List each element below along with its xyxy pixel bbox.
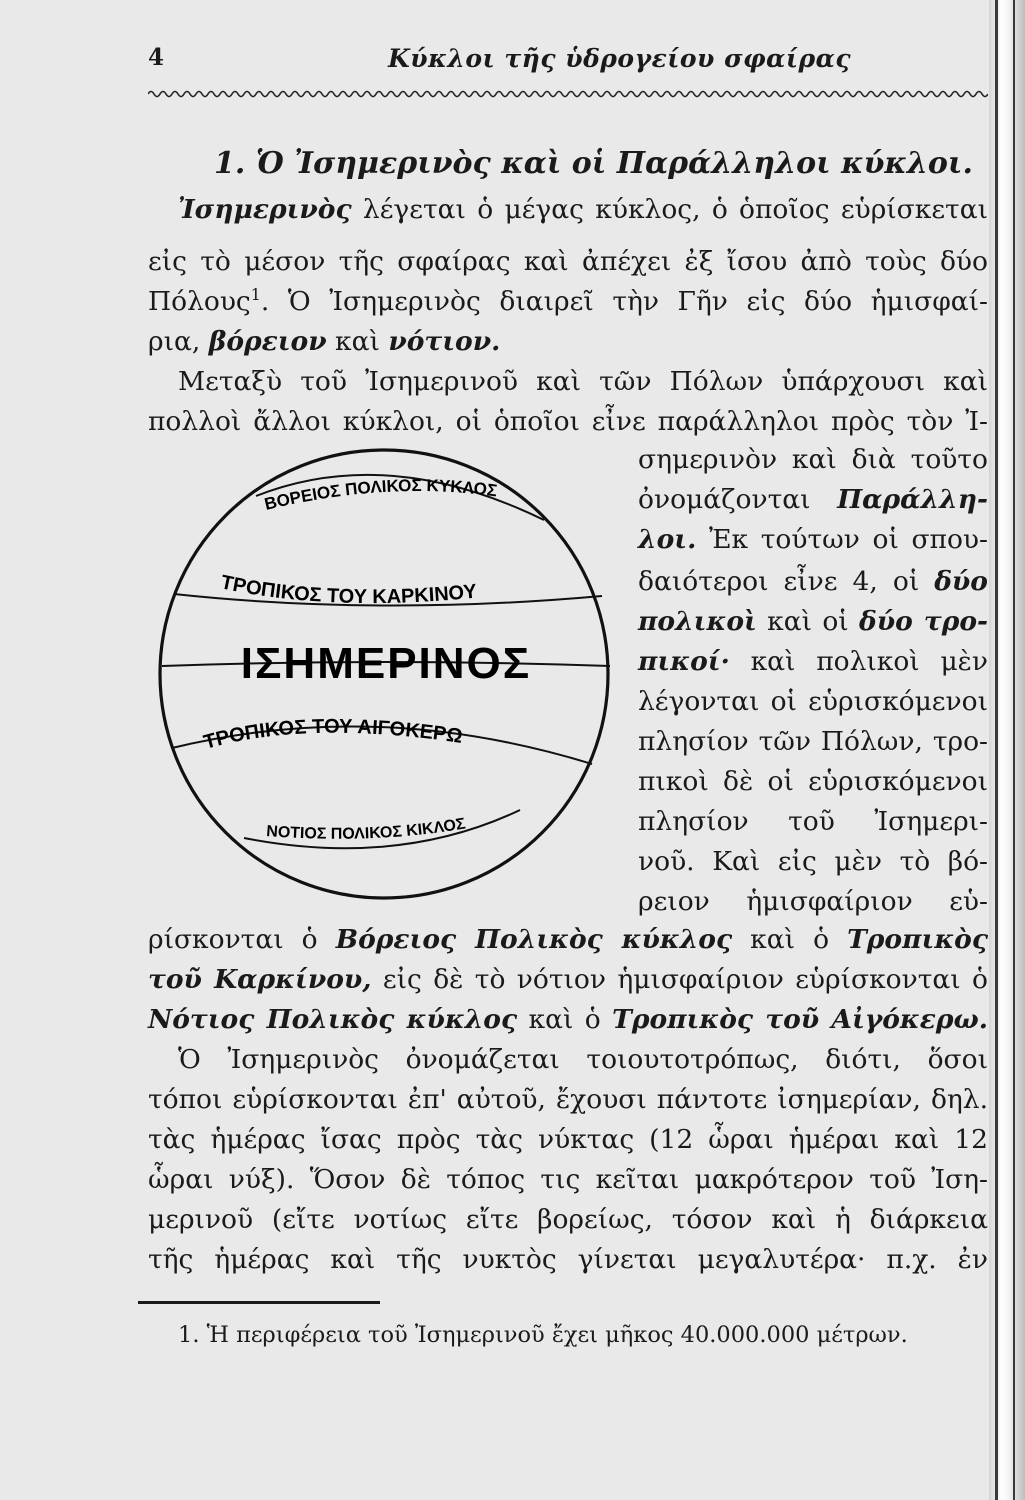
text-line: [638, 480, 988, 520]
term-north: βόρειον: [208, 326, 327, 357]
text-line: Μεταξὺ τοῦ Ἰσημερινοῦ καὶ τῶν Πόλων ὑπάρχουσι καὶ: [178, 366, 988, 397]
text-line: τῆς ἡμέρας καὶ τῆς νυκτὸς γίνεται μεγαλυτέρα· π.χ. ἐν: [148, 1244, 988, 1275]
text-line: πικοὶ δὲ οἱ εὑρισκόμενοι: [638, 766, 988, 797]
text-line: [148, 322, 988, 362]
text-span: καὶ οἱ: [756, 606, 860, 637]
text-span: δαιότεροι εἶνε 4, οἱ: [638, 566, 935, 597]
running-title: Κύκλοι τῆς ὑδρογείου σφαίρας: [388, 44, 852, 73]
text-span: . Ὁ Ἰσημερινὸς διαιρεῖ τὴν Γῆν εἰς δύο ἡμισφαί-: [260, 286, 988, 317]
text-line: τὰς ἡμέρας ἴσας πρὸς τὰς νύκτας (12 ὧραι ἡμέραι καὶ 12: [148, 1124, 988, 1155]
south-polar-label: ΝΟΤΙΟΣ ΠΟΛΙΚΟΣ ΚΙΚΛΟΣ: [265, 815, 467, 843]
text-span: εἰς δὲ τὸ νότιον ἡμισφαίριον εὑρίσκονται ὁ: [371, 964, 988, 995]
text-line: πλησίον τοῦ Ἰσημερι-: [638, 806, 988, 837]
text-line: [638, 602, 988, 642]
text-span: ρίσκονται ὁ: [148, 924, 336, 955]
term-south: νότιον.: [388, 326, 501, 357]
term-polar: πολικοὶ: [638, 606, 757, 637]
north-polar-label: ΒΟΡΕΙΟΣ ΠΟΛΙΚΟΣ ΚΥΚΛΟΣ: [262, 476, 499, 514]
text-line: [148, 1000, 988, 1040]
text-span: καὶ ὁ: [732, 924, 848, 955]
text-line: εἰς τὸ μέσον τῆς σφαίρας καὶ ἀπέχει ἐξ ἴσου ἀπὸ τοὺς δύο: [148, 246, 988, 277]
text-line: [148, 282, 988, 322]
tropic-of-cancer-label: ΤΡΟΠΙΚΟΣ ΤΟΥ ΚΑΡΚΙΝΟΥ: [218, 571, 478, 609]
wavy-divider: [148, 88, 988, 100]
binding-line: [1013, 0, 1015, 1500]
term-tropic: Τροπικὸς: [847, 924, 988, 955]
term-north-polar: Βόρειος Πολικὸς κύκλος: [335, 924, 733, 955]
page-header: [148, 44, 988, 84]
text-span: λέγεται ὁ μέγας κύκλος, ὁ ὁποῖος εὑρίσκεται: [351, 194, 988, 225]
text-line: πολλοὶ ἄλλοι κύκλοι, οἱ ὁποῖοι εἶνε παράλληλοι πρὸς τὸν Ἰ-: [148, 406, 988, 437]
term-tropical: πικοί·: [638, 646, 730, 677]
text-line: λέγονται οἱ εὑρισκόμενοι: [638, 686, 988, 717]
term-capricorn: Τροπικὸς τοῦ Αἰγόκερω.: [612, 1004, 988, 1035]
footnote-ref: 1: [250, 285, 261, 305]
text-line: ρειον ἡμισφαίριον εὑ-: [638, 886, 988, 917]
binding-line: [995, 0, 998, 1500]
page-binding-edge: [989, 0, 1025, 1500]
term-cancer: τοῦ Καρκίνου,: [148, 964, 372, 995]
term-two-tropics: δύο τρο-: [859, 606, 989, 637]
text-line: νοῦ. Καὶ εἰς μὲν τὸ βό-: [638, 846, 988, 877]
text-line: [178, 190, 988, 230]
text-span: καὶ ὁ: [517, 1004, 613, 1035]
text-line: Ὁ Ἰσημερινὸς ὀνομάζεται τοιουτοτρόπως, διότι, ὅσοι: [178, 1044, 988, 1075]
text-line: τόποι εὑρίσκονται ἐπ' αὐτοῦ, ἔχουσι πάντοτε ἰσημερίαν, δηλ.: [148, 1084, 988, 1115]
text-span: Ἐκ τούτων οἱ σπου-: [696, 524, 988, 555]
text-line: [638, 520, 988, 560]
text-span: καὶ πολικοὶ μὲν: [729, 646, 988, 677]
page-number: 4: [148, 44, 165, 71]
text-line: [638, 642, 988, 682]
text-span: ὀνομάζονται: [638, 484, 838, 515]
text-line: ὧραι νύξ). Ὅσον δὲ τόπος τις κεῖται μακρότερον τοῦ Ἰση-: [148, 1164, 988, 1195]
section-title: 1. Ὁ Ἰσημερινὸς καὶ οἱ Παράλληλοι κύκλοι.: [214, 146, 973, 181]
text-span: ρια,: [148, 326, 209, 357]
text-line: πλησίον τῶν Πόλων, τρο-: [638, 726, 988, 757]
term-parallels-end: λοι.: [638, 524, 697, 555]
text-span: καὶ: [326, 326, 389, 357]
text-line: [148, 960, 988, 1000]
footnote: 1. Ἡ περιφέρεια τοῦ Ἰσημερινοῦ ἔχει μῆκος 40.000.000 μέτρων.: [178, 1322, 908, 1348]
text-line: σημερινὸν καὶ διὰ τοῦτο: [638, 444, 988, 475]
term-south-polar: Νότιος Πολικὸς κύκλος: [148, 1004, 518, 1035]
term-parallels: Παράλλη-: [837, 484, 988, 515]
tropic-of-capricorn-label: ΤΡΟΠΙΚΟΣ ΤΟΥ ΑΙΓΟΚΕΡΩ: [201, 715, 464, 754]
text-span: Πόλους: [148, 286, 251, 317]
globe-figure: [148, 448, 618, 900]
equator-label: ΙΣΗΜΕΡΙΝΟΣ: [240, 639, 532, 688]
footnote-divider: [138, 1301, 380, 1304]
term-two: δύο: [934, 566, 988, 597]
text-line: [638, 562, 988, 602]
text-line: [148, 920, 988, 960]
text-line: μερινοῦ (εἴτε νοτίως εἴτε βορείως, τόσον καὶ ἡ διάρκεια: [148, 1204, 988, 1235]
term-equator: Ἰσημερινὸς: [178, 194, 352, 225]
